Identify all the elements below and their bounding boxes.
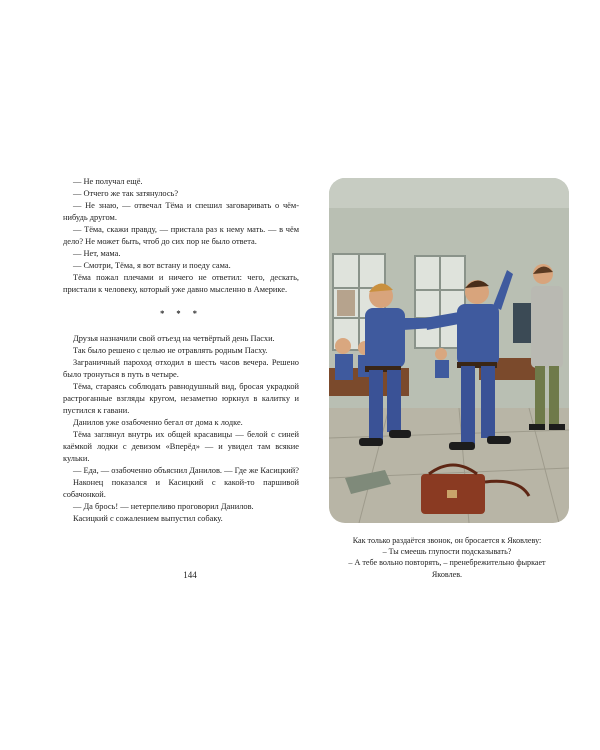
paragraph: Данилов уже озабоченно бегал от дома к лодке. [73,417,243,427]
illustration-canvas [329,178,569,523]
paragraph: — Не получал ещё. [73,177,143,186]
left-page-text [63,176,299,525]
caption-line: Как только раздаётся звонок, он бросается к Яковлеву: [352,536,542,545]
page-number: 144 [183,570,197,580]
paragraph: Так было решено с целью не отравлять родным Пасху. [73,345,268,355]
blackboard [513,303,533,343]
caption-line: – Ты смеешь глупости подсказывать? [382,547,512,557]
paragraph: — Тёма, скажи правду, — пристала раз к нему мать. — в чём дело? Не может быть, чтоб до сих пор не было ответа. [63,225,299,247]
paragraph: Тёма пожал плечами и ничего не ответил: чего, дескать, пристали к человеку, который уже давно мысленно в Америке. [63,273,299,295]
illustration-caption [312,535,582,580]
paragraph: — Да брось! — нетерпеливо проговорил Данилов. [73,502,254,512]
paragraph: — Отчего же так затянулось? [73,189,179,199]
paragraph: Наконец показался и Касицкий с какой-то паршивой собачонкой. [63,478,299,500]
paragraph: — Не знаю, — отвечал Тёма и спешил заговаривать о чём-нибудь другом. [63,201,299,223]
paragraph: Тёма заглянул внутрь их общей красавицы — белой с синей каёмкой лодки с девизом «Вперёд» — и увидел там всякие кульки. [63,429,299,463]
paragraph: — Нет, мама. [73,249,121,259]
paragraph: — Еда, — озабоченно объяснил Данилов. — Где же Касицкий? [73,466,299,476]
paragraph: Тёма, стараясь соблюдать равнодушный вид, бросая украдкой растроганные взгляды кругом, незаметно юркнул в калитку и пустился к гавани. [63,381,299,415]
paragraph: Касицкий с сожалением выпустил собаку. [73,514,223,524]
illustration-classroom-fight [329,178,569,523]
paragraph: — Смотри, Тёма, я вот встану и поеду сама. [73,261,231,271]
caption-line: Яковлев. [431,569,463,579]
caption-line: – А тебе вольно повторять, – пренебрежительно фыркает [348,558,546,568]
section-separator: * * * [160,309,202,319]
paragraph: Заграничный пароход отходил в шесть часов вечера. Решено было тронуться в путь в четыре. [63,357,299,379]
paragraph: Друзья назначили свой отъезд на четвёртый день Пасхи. [73,333,275,343]
